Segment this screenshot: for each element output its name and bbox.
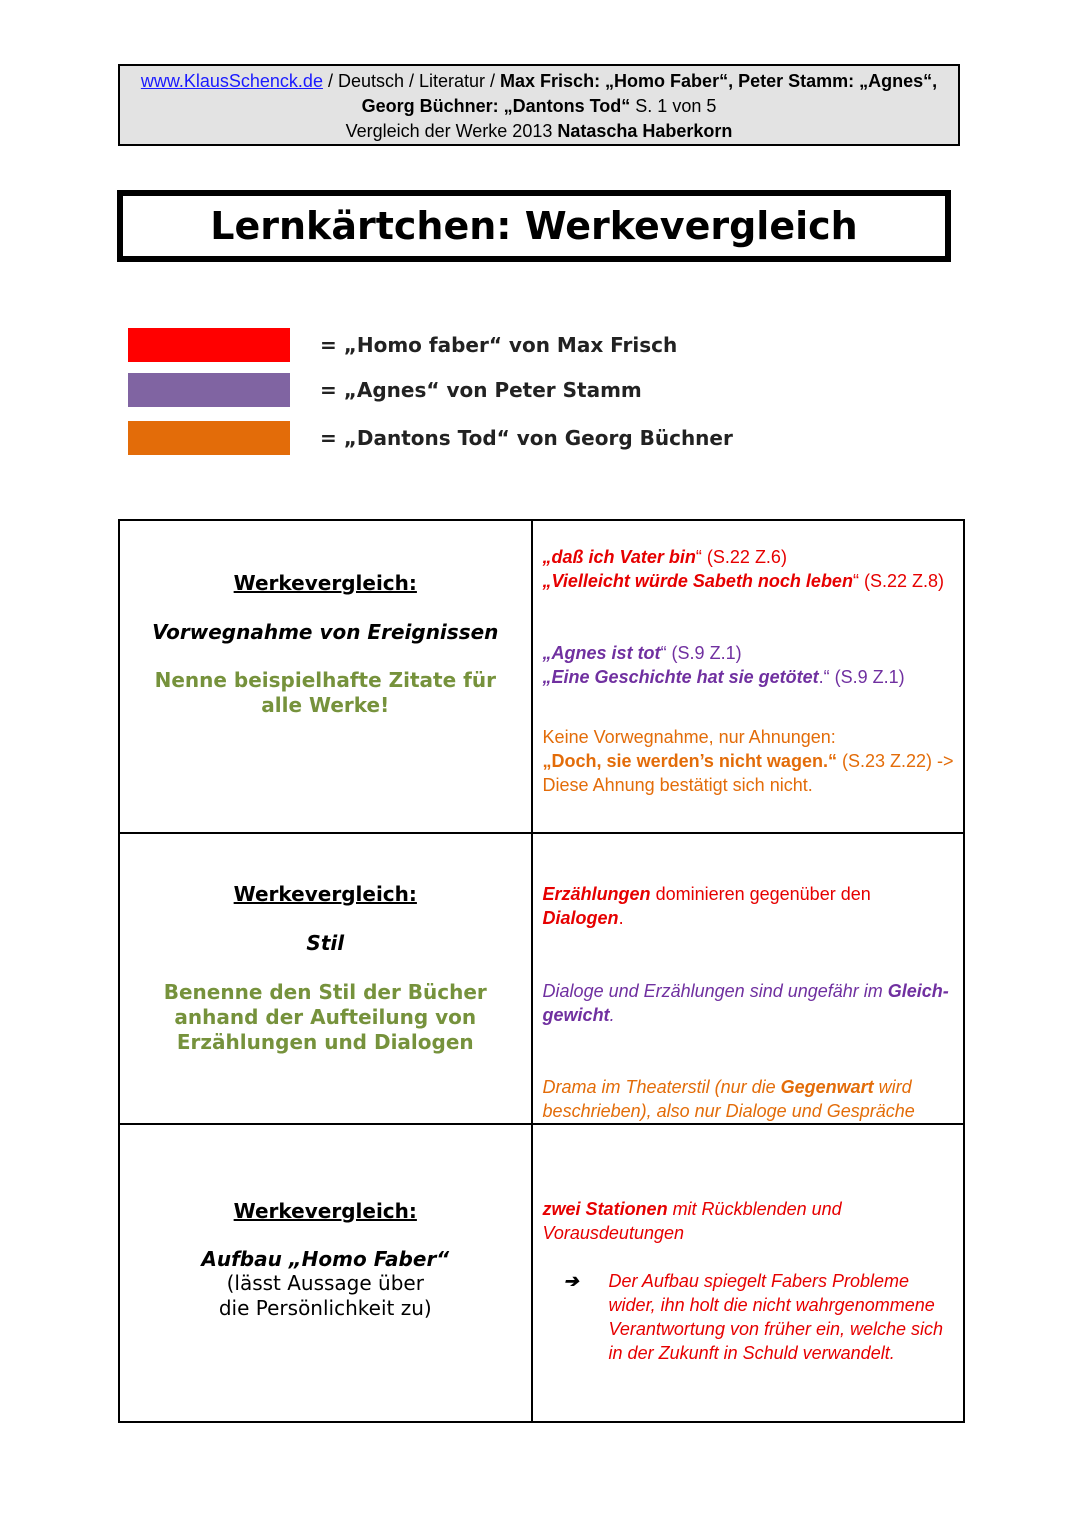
quote-text: „daß ich Vater bin [542, 547, 696, 567]
answer-emphasis: Gegenwart [780, 1077, 874, 1097]
quote-ref: “ (S.22 Z.8) [852, 571, 944, 591]
answer-text: dominieren gegenüber den [650, 884, 871, 904]
legend-label: = „Homo faber“ von Max Frisch [320, 333, 678, 357]
card-topic: Vorwegnahme von Ereignissen [152, 620, 499, 644]
site-link[interactable]: www.KlausSchenck.de [140, 71, 323, 91]
header-works-1: Max Frisch: „Homo Faber“, Peter Stamm: „Agnes“, [500, 71, 938, 91]
quote-ref: (S.23 Z.22) -> [836, 751, 954, 771]
card-topic: Aufbau „Homo Faber“ [201, 1247, 450, 1271]
card-task: (lässt Aussage über die Persönlichkeit zu) [218, 1271, 432, 1320]
answer-stamm [543, 979, 955, 1027]
answer-conclusion: Diese Ahnung bestätigt sich nicht. [542, 775, 813, 795]
legend-item-frisch [128, 328, 677, 362]
legend-label: = „Agnes“ von Peter Stamm [320, 378, 642, 402]
quote-text: „Doch, sie werden’s nicht wagen.“ [542, 751, 837, 771]
answer-text: mit Rückblenden und Vorausdeutungen [542, 1199, 842, 1243]
header-author: Natascha Haberkorn [557, 121, 733, 141]
header-subject: Vergleich der Werke 2013 [345, 121, 558, 141]
quote-text: „Agnes ist tot [542, 643, 661, 663]
page-title: Lernkärtchen: Werkevergleich [117, 190, 951, 262]
card-task: Benenne den Stil der Bücher anhand der Aufteilung von Erzählungen und Dialogen [163, 980, 487, 1054]
flashcard-table [118, 519, 965, 1423]
quote-text: „Vielleicht würde Sabeth noch leben [542, 571, 853, 591]
card-question [119, 520, 532, 833]
answer-emphasis: Gleich-gewicht [542, 981, 949, 1025]
answer-conclusion [543, 1269, 955, 1365]
card-heading: Werkevergleich: [233, 882, 417, 906]
answer-text: Dialoge und Erzählungen sind ungefähr im [542, 981, 888, 1001]
header-path: / Deutsch / Literatur / [322, 71, 501, 91]
flashcard-row-3 [119, 1124, 964, 1422]
card-answer [532, 1124, 964, 1422]
answer-text: Der Aufbau spiegelt Fabers Probleme wider, ihn holt die nicht wahrgenommene Verantwortung von früher ein, welche sich in der Zukunft in Schuld verwandelt. [608, 1271, 944, 1363]
header-line-2 [120, 94, 958, 119]
card-heading: Werkevergleich: [233, 571, 417, 595]
legend-item-buechner [128, 421, 733, 455]
answer-buechner [543, 1075, 955, 1123]
quote-ref: .“ (S.9 Z.1) [818, 667, 905, 687]
flashcard-row-2 [119, 833, 964, 1124]
header-line-3 [120, 119, 958, 144]
flashcard-row-1 [119, 520, 964, 833]
answer-emphasis: Erzählungen [542, 884, 651, 904]
answer-intro: Keine Vorwegnahme, nur Ahnungen: [542, 727, 836, 747]
answer-emphasis: zwei Stationen [542, 1199, 668, 1219]
header-line-1 [120, 69, 958, 94]
header-works-2: Georg Büchner: „Dantons Tod“ [361, 96, 631, 116]
answer-text: Drama im Theaterstil (nur die [542, 1077, 781, 1097]
header-page: S. 1 von 5 [630, 96, 717, 116]
legend-label: = „Dantons Tod“ von Georg Büchner [320, 426, 733, 450]
answer-frisch [543, 882, 955, 930]
card-heading: Werkevergleich: [233, 1199, 417, 1223]
quote-ref: “ (S.9 Z.1) [660, 643, 742, 663]
card-question [119, 833, 532, 1124]
arrow-right-icon: ➔ [563, 1271, 579, 1291]
quote-text: „Eine Geschichte hat sie getötet [542, 667, 819, 687]
answer-frisch [543, 545, 955, 593]
legend-swatch-orange [128, 421, 290, 455]
answer-text: wird beschrieben), also nur Dialoge und Gespräche [542, 1077, 915, 1121]
card-topic: Stil [306, 931, 345, 955]
answer-text: . [618, 908, 624, 928]
document-header [118, 64, 960, 146]
legend-item-stamm [128, 373, 642, 407]
answer-stamm [543, 641, 955, 689]
legend-swatch-purple [128, 373, 290, 407]
answer-emphasis: Dialogen [542, 908, 619, 928]
legend-swatch-red [128, 328, 290, 362]
card-task: Nenne beispielhafte Zitate für alle Werke! [154, 668, 496, 717]
answer-text: . [609, 1005, 615, 1025]
quote-ref: “ (S.22 Z.6) [695, 547, 787, 567]
answer-frisch [543, 1197, 955, 1245]
card-answer [532, 520, 964, 833]
card-question [119, 1124, 532, 1422]
card-answer [532, 833, 964, 1124]
answer-buechner [543, 725, 955, 797]
